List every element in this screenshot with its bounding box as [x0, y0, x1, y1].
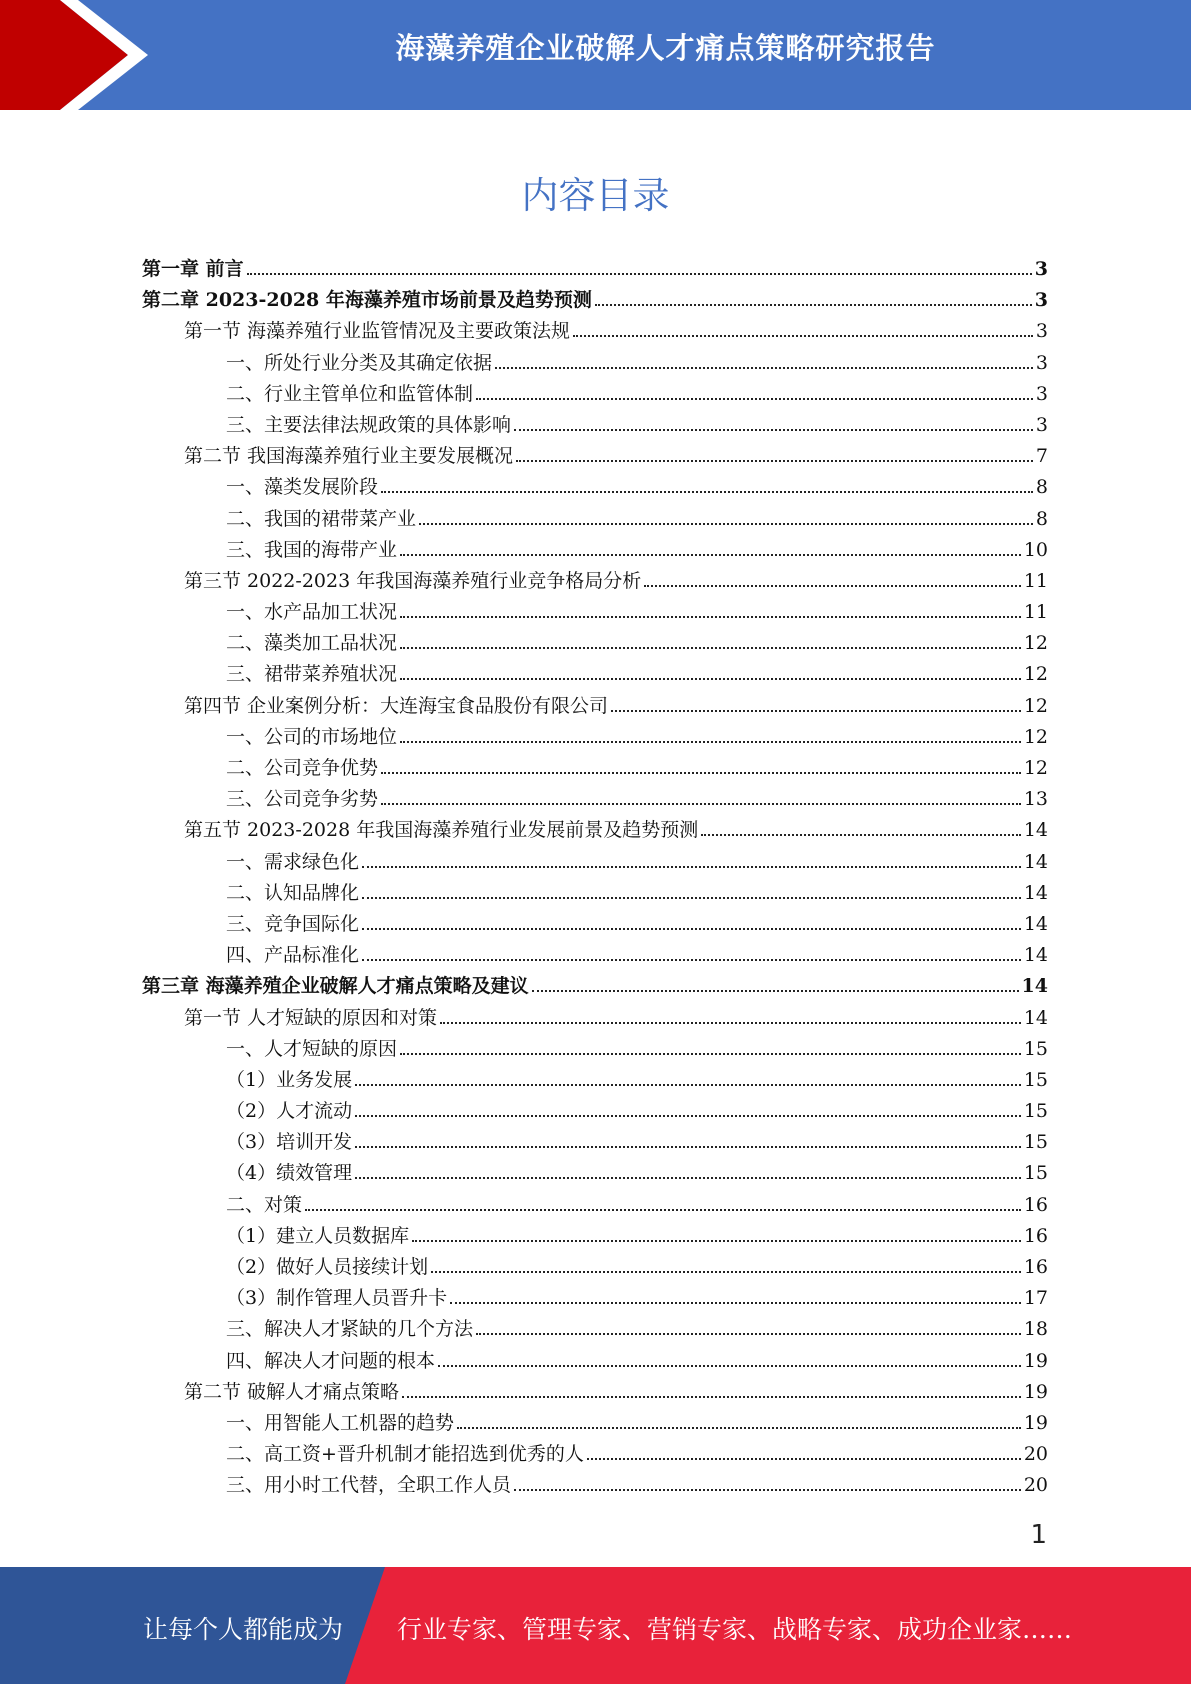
toc-dot-leader: [587, 1458, 1021, 1460]
toc-entry[interactable]: [142, 1439, 1048, 1470]
toc-entry-label: 三、竞争国际化: [226, 912, 360, 935]
toc-dot-leader: [495, 367, 1033, 369]
toc-entry[interactable]: [142, 1470, 1048, 1501]
toc-entry[interactable]: [142, 1314, 1048, 1345]
toc-entry-label: 三、裙带菜养殖状况: [226, 663, 398, 686]
toc-entry[interactable]: [142, 1127, 1048, 1158]
toc-entry-page: 15: [1023, 1131, 1048, 1154]
toc-entry-page: 12: [1023, 725, 1048, 748]
header-title: 海藻养殖企业破解人才痛点策略研究报告: [395, 31, 936, 65]
toc-dot-leader: [400, 647, 1021, 649]
toc-entry-label: 第二节 我国海藻养殖行业主要发展概况: [184, 445, 514, 468]
toc-entry-page: 12: [1023, 757, 1048, 779]
toc-entry-page: 10: [1023, 538, 1048, 561]
toc-dot-leader: [355, 1115, 1021, 1117]
toc-dot-leader: [412, 1240, 1021, 1242]
toc-entry[interactable]: [142, 348, 1048, 379]
toc-entry-page: 20: [1023, 1474, 1048, 1497]
toc-dot-leader: [400, 616, 1021, 618]
toc-dot-leader: [701, 834, 1021, 836]
toc-entry-label: 二、对策: [226, 1193, 303, 1216]
toc-entry[interactable]: [142, 753, 1048, 784]
toc-entry[interactable]: [142, 472, 1048, 503]
toc-entry-page: 19: [1023, 1411, 1048, 1434]
toc-entry-label: 第五节 2023-2028 年我国海藻养殖行业发展前景及趋势预测: [184, 819, 699, 842]
toc-entry[interactable]: [142, 285, 1048, 316]
toc-entry[interactable]: [142, 1065, 1048, 1096]
toc-dot-leader: [381, 803, 1021, 805]
toc-dot-leader: [362, 866, 1021, 868]
toc-entry-page: 16: [1023, 1193, 1048, 1216]
toc-dot-leader: [400, 678, 1021, 680]
toc-entry-page: 3: [1035, 351, 1048, 374]
toc-dot-leader: [355, 1146, 1021, 1148]
toc-entry-page: 3: [1034, 258, 1048, 280]
toc-dot-leader: [400, 1053, 1021, 1055]
toc-entry-label: 二、我国的裙带菜产业: [226, 507, 417, 530]
toc-dot-leader: [355, 1084, 1021, 1086]
toc-entry-label: 三、我国的海带产业: [226, 538, 398, 561]
toc-entry[interactable]: [142, 1096, 1048, 1127]
toc-entry[interactable]: [142, 1034, 1048, 1065]
toc-entry-label: 三、主要法律法规政策的具体影响: [226, 413, 512, 436]
toc-entry[interactable]: [142, 1158, 1048, 1189]
toc-entry-page: 14: [1023, 944, 1048, 967]
toc-dot-leader: [381, 491, 1033, 493]
toc-entry[interactable]: [142, 1346, 1048, 1377]
toc-entry[interactable]: [142, 1003, 1048, 1034]
toc-entry-page: 11: [1023, 601, 1048, 624]
toc-entry-label: 第一节 海藻养殖行业监管情况及主要政策法规: [184, 320, 571, 343]
toc-entry-label: （4）绩效管理: [226, 1162, 353, 1185]
footer-slogan-left: 让每个人都能成为: [143, 1615, 344, 1644]
toc-entry-page: 3: [1035, 413, 1048, 436]
toc-title: 内容目录: [521, 174, 670, 217]
page-number: 1: [1030, 1520, 1047, 1550]
toc-entry[interactable]: [142, 1408, 1048, 1439]
toc-entry[interactable]: [142, 1252, 1048, 1283]
toc-entry[interactable]: [142, 410, 1048, 441]
toc-entry-label: （3）制作管理人员晋升卡: [226, 1287, 448, 1310]
toc-entry-label: 四、产品标准化: [226, 944, 360, 967]
toc-entry[interactable]: [142, 1221, 1048, 1252]
toc-dot-leader: [516, 460, 1033, 462]
toc-entry[interactable]: [142, 909, 1048, 940]
toc-entry-page: 13: [1023, 788, 1048, 811]
table-of-contents: [142, 254, 1048, 1502]
toc-entry[interactable]: [142, 441, 1048, 472]
toc-dot-leader: [476, 398, 1033, 400]
toc-entry[interactable]: [142, 1190, 1048, 1221]
toc-entry[interactable]: [142, 1283, 1048, 1314]
toc-dot-leader: [362, 959, 1021, 961]
toc-dot-leader: [400, 741, 1021, 743]
toc-entry[interactable]: [142, 566, 1048, 597]
toc-entry[interactable]: [142, 535, 1048, 566]
toc-entry[interactable]: [142, 971, 1048, 1002]
toc-entry[interactable]: [142, 815, 1048, 846]
toc-entry-label: 第三章 海藻养殖企业破解人才痛点策略及建议: [142, 975, 529, 998]
toc-entry-label: 一、所处行业分类及其确定依据: [226, 351, 493, 374]
toc-entry-page: 12: [1023, 694, 1048, 717]
toc-dot-leader: [402, 1396, 1021, 1398]
toc-entry-label: 二、行业主管单位和监管体制: [226, 382, 474, 405]
toc-entry[interactable]: [142, 659, 1048, 690]
toc-entry-page: 19: [1023, 1380, 1048, 1403]
toc-dot-leader: [450, 1302, 1021, 1304]
toc-entry-label: （2）人才流动: [226, 1100, 353, 1123]
toc-entry-label: 二、高工资+晋升机制才能招选到优秀的人: [226, 1443, 584, 1466]
toc-entry-page: 14: [1023, 850, 1048, 873]
toc-entry-label: （1）建立人员数据库: [226, 1224, 410, 1247]
toc-entry-label: 二、认知品牌化: [226, 881, 360, 904]
toc-entry-page: 3: [1035, 320, 1048, 343]
toc-entry-label: 一、需求绿色化: [226, 850, 360, 873]
toc-entry-page: 14: [1023, 881, 1048, 904]
toc-entry-label: 第三节 2022-2023 年我国海藻养殖行业竞争格局分析: [184, 569, 642, 592]
toc-entry[interactable]: [142, 597, 1048, 628]
toc-entry-label: （3）培训开发: [226, 1131, 353, 1154]
toc-entry-page: 7: [1035, 445, 1048, 468]
toc-entry-page: 16: [1023, 1224, 1048, 1247]
toc-entry-label: 四、解决人才问题的根本: [226, 1349, 436, 1372]
toc-entry[interactable]: [142, 691, 1048, 722]
toc-entry[interactable]: [142, 847, 1048, 878]
toc-entry-label: 第二章 2023-2028 年海藻养殖市场前景及趋势预测: [142, 289, 592, 312]
toc-dot-leader: [532, 990, 1019, 992]
toc-entry-page: 15: [1023, 1100, 1048, 1123]
toc-entry-label: （2）做好人员接续计划: [226, 1256, 429, 1278]
page-footer: [0, 1567, 1191, 1684]
toc-entry-label: 一、用智能人工机器的趋势: [226, 1411, 455, 1434]
toc-dot-leader: [400, 554, 1021, 556]
toc-dot-leader: [573, 335, 1033, 337]
toc-entry-label: 三、用小时工代替，全职工作人员: [226, 1474, 512, 1497]
toc-entry[interactable]: [142, 784, 1048, 815]
toc-entry-page: 20: [1023, 1443, 1048, 1466]
toc-dot-leader: [381, 772, 1021, 774]
toc-entry[interactable]: [142, 628, 1048, 659]
toc-dot-leader: [431, 1271, 1021, 1273]
toc-entry[interactable]: [142, 379, 1048, 410]
toc-entry-label: 一、公司的市场地位: [226, 725, 398, 748]
toc-entry-page: 15: [1023, 1037, 1048, 1060]
chevron-arrow-icon: [0, 0, 160, 110]
toc-entry[interactable]: [142, 316, 1048, 347]
toc-dot-leader: [440, 1022, 1021, 1024]
toc-dot-leader: [644, 585, 1021, 587]
toc-entry-page: 16: [1023, 1256, 1048, 1278]
toc-entry[interactable]: [142, 722, 1048, 753]
toc-entry-page: 18: [1023, 1318, 1048, 1341]
toc-dot-leader: [595, 304, 1032, 306]
toc-entry[interactable]: [142, 1377, 1048, 1408]
toc-entry-label: 三、解决人才紧缺的几个方法: [226, 1318, 474, 1341]
toc-entry-label: 一、水产品加工状况: [226, 601, 398, 624]
toc-entry-label: 二、藻类加工品状况: [226, 632, 398, 655]
toc-entry-page: 3: [1035, 382, 1048, 405]
toc-entry-label: （1）业务发展: [226, 1068, 353, 1091]
toc-entry[interactable]: [142, 254, 1048, 285]
toc-dot-leader: [247, 273, 1032, 275]
toc-entry-page: 14: [1023, 819, 1048, 842]
toc-entry[interactable]: [142, 504, 1048, 535]
toc-entry-label: 一、藻类发展阶段: [226, 476, 379, 499]
toc-dot-leader: [514, 1489, 1021, 1491]
toc-entry-page: 12: [1023, 663, 1048, 686]
toc-dot-leader: [362, 897, 1021, 899]
toc-dot-leader: [362, 928, 1021, 930]
toc-entry-label: 第一节 人才短缺的原因和对策: [184, 1006, 438, 1029]
toc-entry-page: 19: [1023, 1349, 1048, 1372]
toc-entry-label: 二、公司竞争优势: [226, 757, 379, 779]
toc-dot-leader: [611, 710, 1021, 712]
toc-dot-leader: [438, 1365, 1021, 1367]
toc-entry-page: 12: [1023, 632, 1048, 655]
toc-entry-page: 8: [1035, 476, 1048, 499]
toc-entry-label: 第一章 前言: [142, 258, 244, 280]
toc-dot-leader: [457, 1427, 1021, 1429]
toc-entry-label: 一、人才短缺的原因: [226, 1037, 398, 1060]
footer-slogan-right: 行业专家、管理专家、营销专家、战略专家、成功企业家……: [397, 1615, 1073, 1644]
toc-entry-label: 三、公司竞争劣势: [226, 788, 379, 811]
toc-entry-label: 第四节 企业案例分析：大连海宝食品股份有限公司: [184, 694, 609, 717]
toc-entry[interactable]: [142, 940, 1048, 971]
toc-entry-page: 3: [1034, 289, 1048, 312]
toc-entry-page: 17: [1023, 1287, 1048, 1310]
toc-dot-leader: [355, 1177, 1021, 1179]
toc-entry-page: 15: [1023, 1162, 1048, 1185]
toc-entry-label: 第二节 破解人才痛点策略: [184, 1380, 400, 1403]
toc-entry-page: 11: [1023, 569, 1048, 592]
toc-entry-page: 15: [1023, 1068, 1048, 1091]
toc-dot-leader: [305, 1209, 1021, 1211]
toc-entry-page: 14: [1023, 912, 1048, 935]
toc-entry-page: 14: [1023, 1006, 1048, 1029]
toc-entry-page: 14: [1021, 975, 1048, 998]
toc-dot-leader: [514, 429, 1033, 431]
toc-dot-leader: [476, 1333, 1021, 1335]
toc-entry-page: 8: [1035, 507, 1048, 530]
page-header: [0, 0, 1191, 110]
toc-entry[interactable]: [142, 878, 1048, 909]
toc-dot-leader: [419, 523, 1033, 525]
